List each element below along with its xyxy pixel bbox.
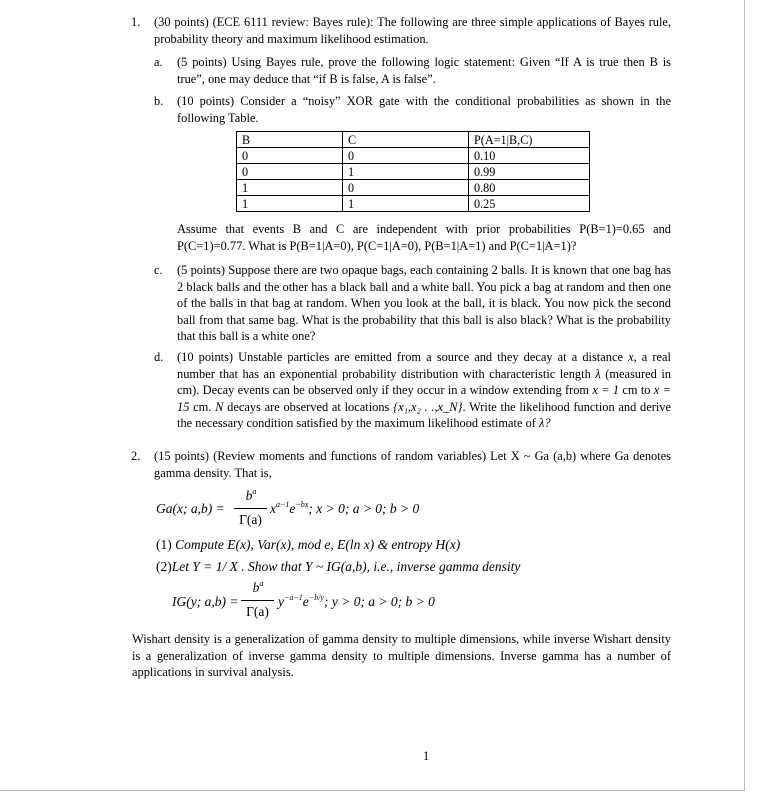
table-cell: 0.10: [469, 148, 590, 164]
q1b-label: b.: [154, 94, 164, 108]
table-header-cell: B: [237, 132, 343, 148]
q1d-text: (10 points) Unstable particles are emitted from a source and they decay at a distance x, a real number that has an exponential probability distribution with characteristic length λ (measured in cm). Decay events can be observed only if they occur in a window extending from x = 1 cm to x = 15 cm. N decays are observed at locations {x₁,x₂ . .,x_N}. Write the likelihood function and derive the necessary condition satisfied by the maximum likelihood estimate of λ?: [177, 350, 671, 430]
gamma-formula-lhs: Ga(x; a,b) =: [156, 501, 225, 516]
table-header-cell: P(A=1|B,C): [469, 132, 590, 148]
table-header-cell: C: [343, 132, 469, 148]
q2-intro: (15 points) (Review moments and functions of random variables) Let X ~ Ga (a,b) where Ga denotes gamma density. That is,: [154, 449, 671, 480]
q1c-text: (5 points) Suppose there are two opaque bags, each containing 2 balls. It is known that one bag has 2 black balls and the other has a black ball and a white ball. You pick a bag at random and then one of the balls in that bag at random. When you look at the ball, it is black. You now pick the second ball from that same bag. What is the probability that this ball is also black? What is the probability that this ball is a white one?: [177, 263, 671, 343]
table-cell: 1: [343, 196, 469, 212]
inverse-gamma-formula-lhs: IG(y; a,b) =: [172, 594, 239, 609]
q2-part2: (2)Let Y = 1/ X . Show that Y ~ IG(a,b), i.e., inverse gamma density: [156, 559, 521, 574]
q2-number: 2.: [131, 449, 141, 463]
table-cell: 0: [343, 180, 469, 196]
gamma-formula-rhs: $x^{a-1}e^{-bx}$; x > 0; a > 0; b > 0: [270, 500, 420, 516]
q1d-label: d.: [154, 350, 164, 364]
q1a-label: a.: [154, 55, 163, 69]
inverse-gamma-formula-denominator: Γ(a): [246, 604, 269, 619]
table-cell: 1: [237, 180, 343, 196]
table-row: [237, 164, 590, 180]
inverse-gamma-formula-rhs: $y^{-a-1}e^{-b/y}$; y > 0; a > 0; b > 0: [278, 593, 435, 609]
table-row: [237, 196, 590, 212]
table-cell: 0.80: [469, 180, 590, 196]
gamma-formula-denominator: Γ(a): [239, 512, 262, 527]
table-cell: 0.99: [469, 164, 590, 180]
table-cell: 0: [237, 148, 343, 164]
q1a-text: (5 points) Using Bayes rule, prove the following logic statement: Given “If A is true then B is true”, one may deduce that “if B is false, A is false”.: [177, 55, 671, 86]
q1b-followup: Assume that events B and C are independent with prior probabilities P(B=1)=0.65 and P(C=1)=0.77. What is P(B=1|A=0), P(C=1|A=0), P(B=1|A=1) and P(C=1|A=1)?: [177, 222, 671, 253]
page-border-bottom: [0, 790, 745, 791]
page-border-right: [744, 0, 745, 790]
q1-intro: (30 points) (ECE 6111 review: Bayes rule): The following are three simple applications of Bayes rule, probability theory and maximum likelihood estimation.: [154, 15, 671, 46]
table-cell: 0.25: [469, 196, 590, 212]
q1c-label: c.: [154, 263, 163, 277]
closing-paragraph: Wishart density is a generalization of gamma density to multiple dimensions, while inverse Wishart density is a generalization of inverse gamma density to multiple dimensions. Inverse gamma has a number of applications in survival analysis.: [132, 632, 671, 679]
table-cell: 0: [237, 164, 343, 180]
q1b-text: (10 points) Consider a “noisy” XOR gate with the conditional probabilities as shown in the following Table.: [177, 94, 671, 125]
table-cell: 1: [343, 164, 469, 180]
gamma-fraction-line: [234, 508, 267, 509]
q1-number: 1.: [131, 15, 141, 29]
q2-part1: (1) Compute E(x), Var(x), mod e, E(ln x) & entropy H(x): [156, 537, 461, 552]
inverse-gamma-fraction-line: [241, 600, 274, 601]
xor-probability-table: [236, 131, 590, 212]
table-cell: 0: [343, 148, 469, 164]
table-cell: 1: [237, 196, 343, 212]
page-number: 1: [423, 749, 430, 763]
table-header-row: [237, 132, 590, 148]
gamma-formula-numerator: $b^a$: [245, 487, 257, 503]
table-row: [237, 148, 590, 164]
table-row: [237, 180, 590, 196]
inverse-gamma-formula-numerator: $b^a$: [252, 579, 264, 595]
